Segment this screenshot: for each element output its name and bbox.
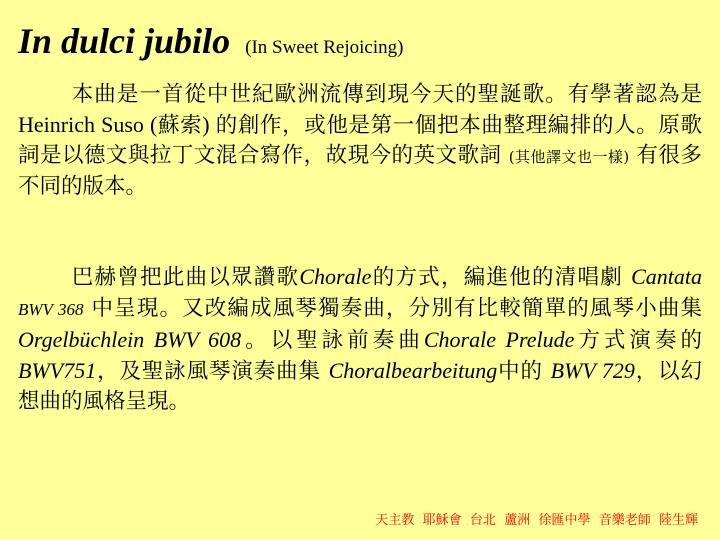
p2-text-g: 中的 (497, 359, 551, 384)
p2-text-c: 中呈現。又改編成風琴獨奏曲，分別有比較簡單的風琴小曲集 (83, 296, 702, 321)
paragraph-bach (18, 262, 702, 417)
title-subtitle: (In Sweet Rejoicing) (245, 37, 404, 58)
title-main: In dulci jubilo (18, 21, 231, 61)
footer-credit: 天主教 耶穌會 台北 蘆洲 徐匯中學 音樂老師 陸生輝 (375, 513, 698, 528)
p2-bwv751: BWV751 (18, 358, 97, 383)
p2-text-f: ，及聖詠風琴演奏曲集 (96, 359, 329, 384)
p2-text-d: 。以聖詠前奏曲 (241, 328, 424, 353)
p2-cantata: Cantata (631, 264, 702, 289)
p2-choralbearbeitung: Choralbearbeitung (328, 358, 498, 383)
p2-bwv368: BWV 368 (18, 300, 84, 319)
p2-chorale: Chorale (299, 264, 372, 289)
p2-text-h: ，以幻想曲的風格呈現。 (18, 359, 702, 414)
p2-text-a: 巴赫曾把此曲以眾讚歌 (71, 265, 300, 290)
p2-text-e: 方式演奏的 (574, 328, 702, 353)
p1-text-a: 本曲是一首從中世紀歐洲流傳到現今天的聖誕歌。有學著認為是 (71, 82, 702, 107)
p1-text-b: 的創作，或他是第一個把本曲整理編排的人。原歌詞是以德文與拉丁文混合寫作，故現今的英文歌詞 (18, 113, 703, 168)
p2-text-b: 的方式，編進他的清唱劇 (371, 265, 632, 290)
p1-text-c: 有很多不同的版本。 (18, 143, 702, 199)
p2-orgelbuchlein: Orgelbüchlein BWV 608 (18, 327, 242, 352)
p1-paren-close: ) (202, 112, 216, 137)
p1-name-zh: 蘇索 (157, 113, 203, 138)
p1-note: (其他譯文也一樣) (508, 148, 630, 166)
p1-name: Heinrich Suso (18, 112, 144, 137)
p2-bwv729: BWV 729 (550, 358, 635, 383)
p1-paren-open: ( (143, 112, 158, 137)
page-title (18, 20, 403, 62)
p2-chorale-prelude: Chorale Prelude (423, 327, 575, 352)
paragraph-history (18, 80, 702, 202)
